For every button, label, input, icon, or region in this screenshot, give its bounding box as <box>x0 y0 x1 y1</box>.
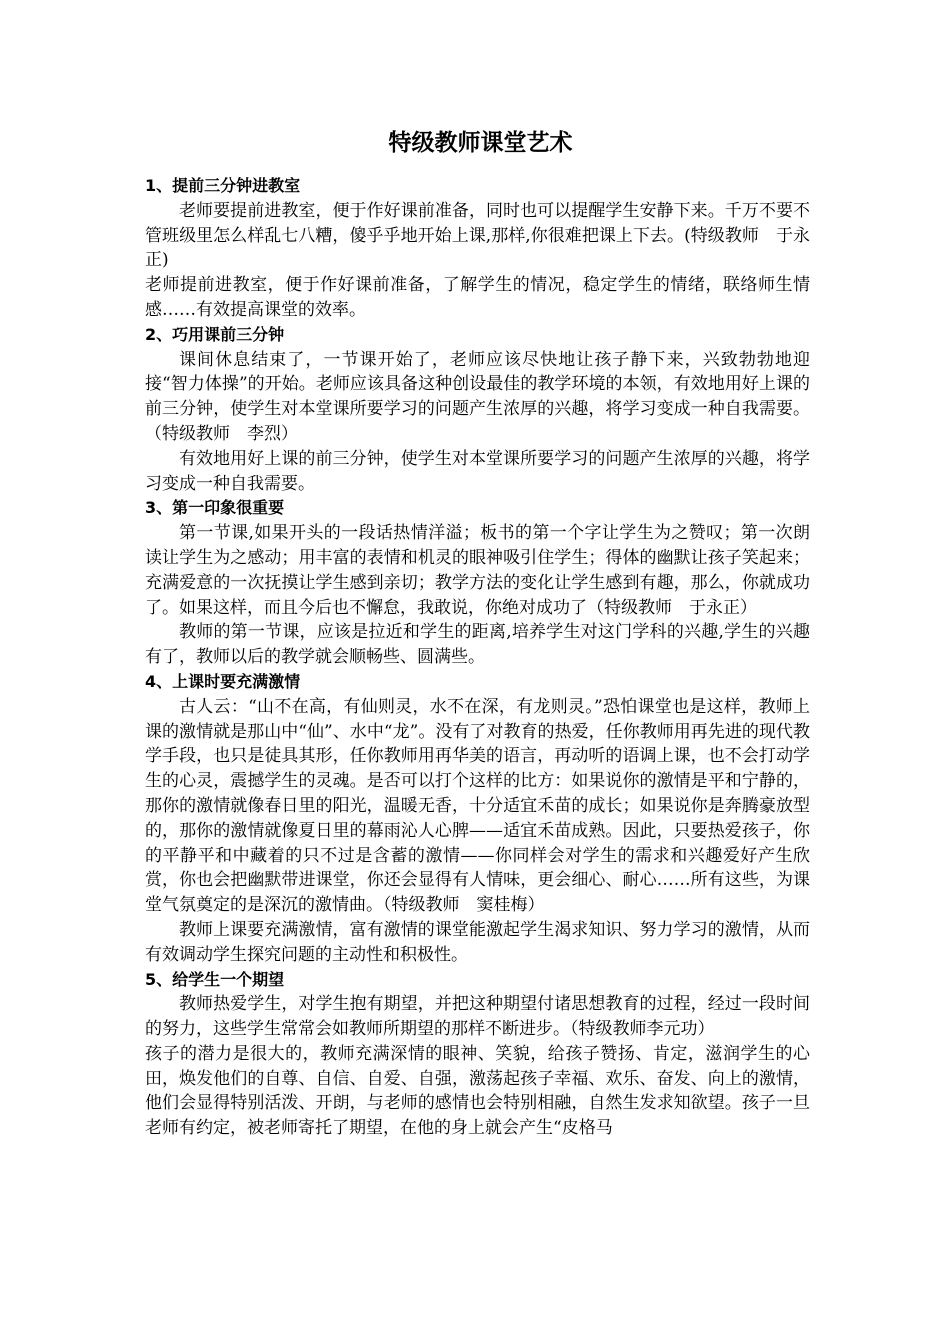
document-page <box>145 128 810 1141</box>
paragraph: 教师热爱学生，对学生抱有期望，并把这种期望付诸思想教育的过程，经过一段时间的努力，这些学生常常会如教师所期望的那样不断进步。（特级教师李元功） <box>145 994 810 1040</box>
paragraph: 课间休息结束了，一节课开始了，老师应该尽快地让孩子静下来，兴致勃勃地迎接“智力体操”的开始。老师应该具备这种创设最佳的教学环境的本领，有效地用好上课的前三分钟，使学生对本堂课所要学习的问题产生浓厚的兴趣，将学习变成一种自我需要。（特级教师 李烈） <box>145 349 810 444</box>
paragraph: 有效地用好上课的前三分钟，使学生对本堂课所要学习的问题产生浓厚的兴趣，将学习变成一种自我需要。 <box>145 448 810 494</box>
section-1 <box>145 174 810 323</box>
section-heading: 2、巧用课前三分钟 <box>145 324 285 344</box>
paragraph: 老师提前进教室，便于作好课前准备，了解学生的情况，稳定学生的情绪，联络师生情感……有效提高课堂的效率。 <box>145 275 810 320</box>
paragraph: 古人云：“山不在高，有仙则灵，水不在深，有龙则灵。”恐怕课堂也是这样，教师上课的激情就是那山中“仙”、水中“龙”。没有了对教育的热爱，任你教师用再先进的现代教学手段，也只是徒具其形，任你教师用再华美的语言，再动听的语调上课，也不会打动学生的心灵，震撼学生的灵魂。是否可以打个这样的比方：如果说你的激情是平和宁静的，那你的激情就像春日里的阳光，温暖无香，十分适宜禾苗的成长；如果说你是奔腾豪放型的，那你的激情就像夏日里的幕雨沁人心脾——适宜禾苗成熟。因此，只要热爱孩子，你的平静平和中藏着的只不过是含蓄的激情——你同样会对学生的需求和兴趣爱好产生欣赏，你也会把幽默带进课堂，你还会显得有人情味，更会细心、耐心……所有这些，为课堂气氛奠定的是深沉的激情曲。（特级教师 窦桂梅） <box>145 696 810 916</box>
paragraph: 孩子的潜力是很大的，教师充满深情的眼神、笑貌，给孩子赞扬、肯定，滋润学生的心田，焕发他们的自尊、自信、自爱、自强，激荡起孩子幸福、欢乐、奋发、向上的激情，他们会显得特别活泼、开朗，与老师的感情也会特别相融，自然生发求知欲望。孩子一旦老师有约定，被老师寄托了期望，在他的身上就会产生“皮格马 <box>145 1043 810 1139</box>
paragraph: 教师上课要充满激情，富有激情的课堂能激起学生渴求知识、努力学习的激情，从而有效调动学生探究问题的主动性和积极性。 <box>145 919 810 965</box>
paragraph: 老师要提前进教室，便于作好课前准备，同时也可以提醒学生安静下来。千万不要不管班级里怎么样乱七八糟，傻乎乎地开始上课,那样,你很难把课上下去。(特级教师 于永正) <box>145 200 810 271</box>
section-2 <box>145 323 810 497</box>
section-5 <box>145 968 810 1142</box>
section-heading: 1、提前三分钟进教室 <box>145 176 301 195</box>
section-heading: 4、上课时要充满激情 <box>145 671 301 691</box>
section-4 <box>145 670 810 968</box>
section-3 <box>145 496 810 670</box>
document-title: 特级教师课堂艺术 <box>388 130 573 156</box>
paragraph: 第一节课,如果开头的一段话热情洋溢；板书的第一个字让学生为之赞叹；第一次朗读让学生为之感动；用丰富的表情和机灵的眼神吸引住学生；得体的幽默让孩子笑起来；充满爱意的一次抚摸让学生感到亲切；教学方法的变化让学生感到有趣，那么，你就成功了。如果这样，而且今后也不懈怠，我敢说，你绝对成功了（特级教师 于永正） <box>145 523 810 618</box>
paragraph: 教师的第一节课，应该是拉近和学生的距离,培养学生对这门学科的兴趣,学生的兴趣有了，教师以后的教学就会顺畅些、圆满些。 <box>145 622 810 668</box>
section-heading: 5、给学生一个期望 <box>145 969 285 989</box>
section-heading: 3、第一印象很重要 <box>145 498 285 518</box>
